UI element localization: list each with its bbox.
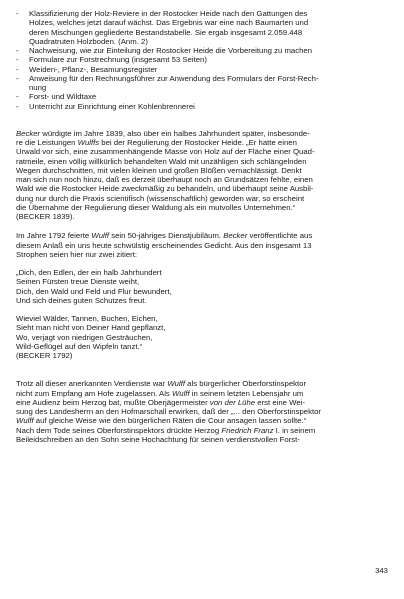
page-number: 343 <box>375 566 388 575</box>
paragraph-court: Trotz all dieser anerkannten Verdienste war Wulff als bürgerlicher Oberforstinspektor nicht zum Empfang am Hofe zugelassen. Als Wulff in seinem letzten Lebensjahr um eine Audienz beim Herzog bat, mußte Oberjägermeister von der Lühe erst eine Wei- sung des Landesherrn an den Hofmarschall erwirken, daß der „... den Oberforstinspektor Wulff auf gleiche Weise wie den bürgerlichen Räten die Cour ansagen lassen sollte.“ Nach dem Tode seines Oberforstinspektors drückte Herzog Friedrich Franz I. in seinem Beileidschreiben an den Sohn seine Hochachtung für seinen verdienstvollen Forst- <box>16 379 321 444</box>
bullet-list <box>16 9 390 111</box>
paragraph-jubilee: Im Jahre 1792 feierte Wulff sein 50-jähriges Dienstjubiläum. Becker veröffentlichte aus diesem Anlaß ein uns heute schwülstig erscheinendes Gedicht. Aus den insgesamt 13 Strophen seien hier nur zwei zitiert: <box>16 231 313 259</box>
poem-stanza-2: Wieviel Wälder, Tannen, Buchen, Eichen, Sieht man nicht von Deiner Hand gepflanzt, Wo, verjagt von niedrigen Gesträuchen, Wild-Geflügel auf den Wipfeln tanzt.“ (BECKER 1792) <box>16 314 166 360</box>
list-item: - Weiden-, Pflanz-, Besamungsregister <box>16 64 158 74</box>
list-item: - Unterricht zur Einrichtung einer Kohlenbrennerei <box>16 101 195 111</box>
list-item: - Anweisung für den Rechnungsführer zur Anwendung des Formulars der Forst-Rech- nung <box>16 73 319 92</box>
list-item: - Klassifizierung der Holz-Reviere in der Rostocker Heide nach den Gattungen des Holzes, welches jetzt darauf wächst. Das Ergebnis war eine nach Baumarten und deren Mischungen gegliederte Bestandstabelle. Sie ergab insgesamt 2.059.448 Quadratruten Holzboden. (Anm. 2) <box>16 9 309 46</box>
document-page <box>16 9 390 444</box>
list-item: - Forst- und Wildtaxe <box>16 92 97 102</box>
list-item: - Nachweisung, wie zur Einteilung der Rostocker Heide die Vorbereitung zu machen <box>16 46 313 55</box>
paragraph-becker-quote: Becker würdigte im Jahre 1839, also über ein halbes Jahrhundert später, insbesonde- re die Leistungen Wulffs bei der Regulierung der Rostocker Heide. „Er hatte einen Urwald vor sich, eine zusammenhängende Masse von Holz auf der Fläche einer Quad- ratmeile, einen völlig willkürlich behandelten Wald mit unzähligen sich schlängelnden Wegen durchschnitten, mit vielen kleinen und großen Blößen vernachlässigt. Denkt man sich nun noch hinzu, daß es derzeit überhaupt noch an Grundsätzen fehlte, einen Wald wie die Rostocker Heide zweckmäßig zu behandeln, und überhaupt seine Ausbil- dung nur durch die Praxis scientifisch (wissenschaftlich) geworden war, so erscheint die Übernahme der Regulierung dieser Waldung als ein mutvolles Unternehmen.“ (BECKER 1839). <box>16 128 315 221</box>
list-item: - Formulare zur Forstrechnung (insgesamt 53 Seiten) <box>16 55 207 65</box>
poem-stanza-1: „Dich, den Edlen, der ein halb Jahrhundert Seinen Fürsten treue Dienste weiht, Dich, den Wald und Feld und Flur bewundert, Und sich deines guten Schutzes freut. <box>16 268 172 305</box>
